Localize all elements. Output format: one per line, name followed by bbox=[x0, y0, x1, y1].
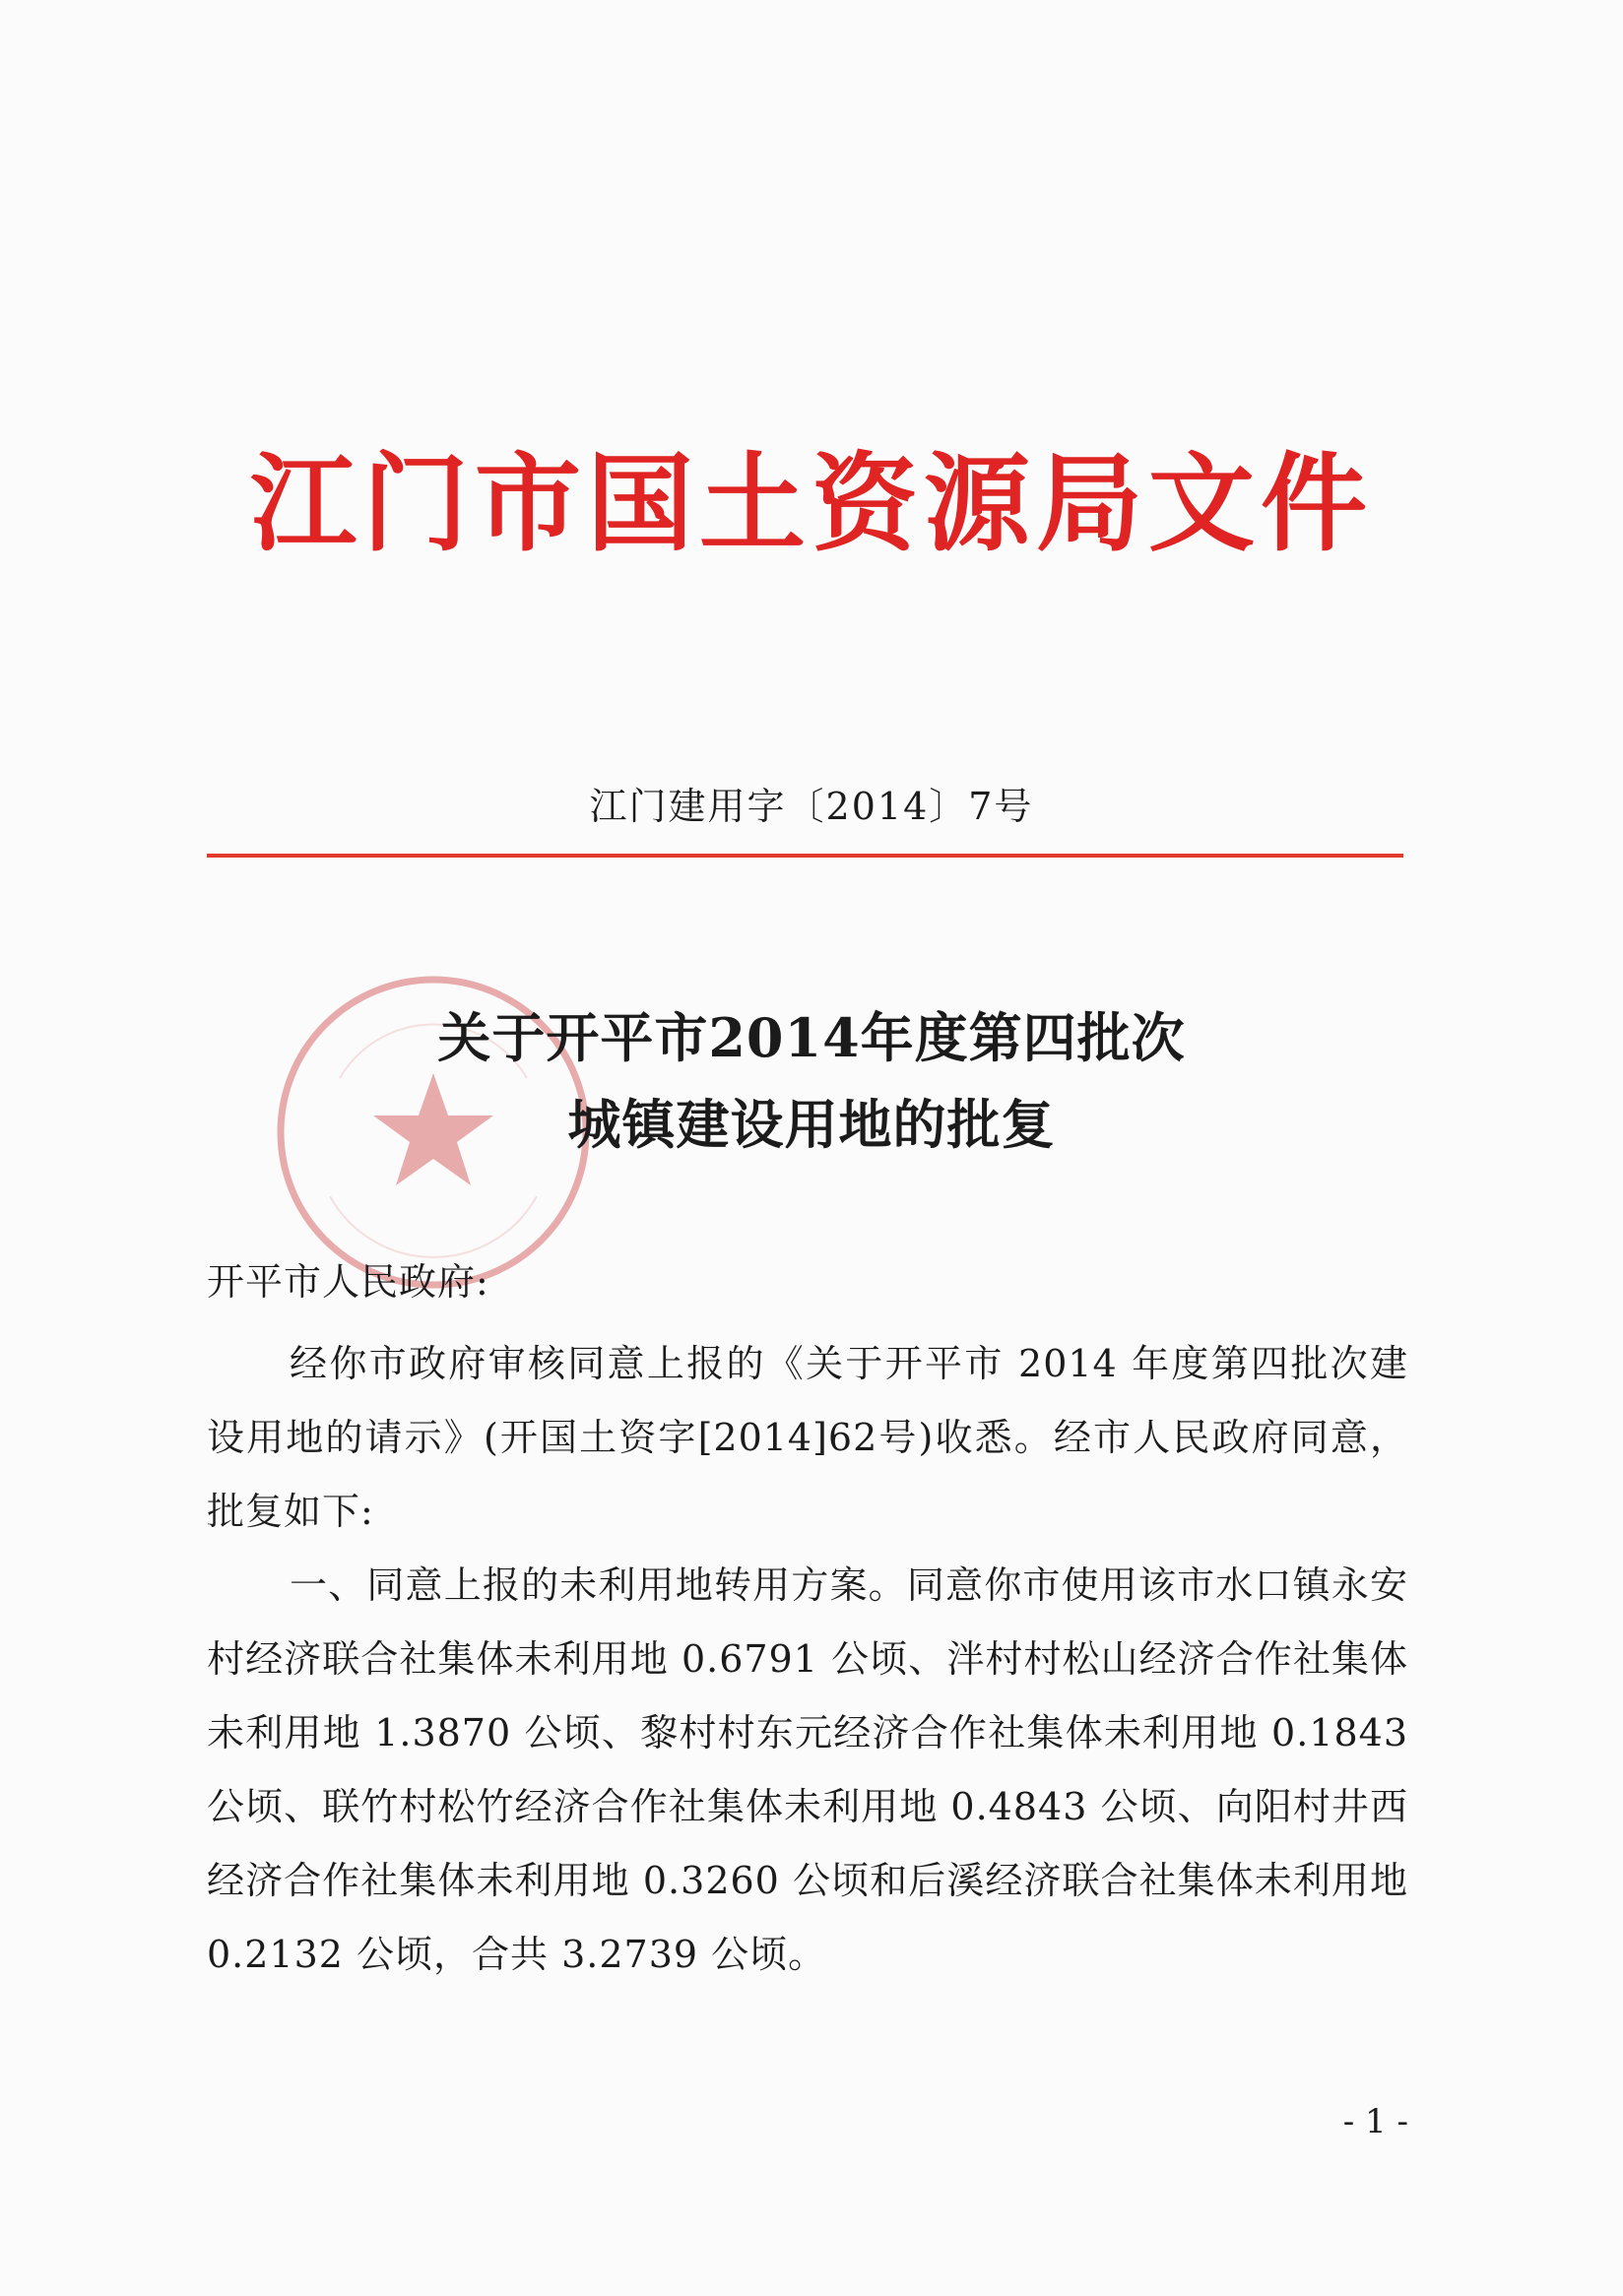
agency-header-title: 江门市国土资源局文件 bbox=[249, 442, 1373, 566]
red-divider-line bbox=[207, 854, 1403, 858]
body-paragraph-1: 经你市政府审核同意上报的《关于开平市 2014 年度第四批次建设用地的请示》(开国土资字[2014]62号)收悉。经市人民政府同意，批复如下: bbox=[207, 1342, 1408, 1533]
document-title bbox=[0, 994, 1623, 1168]
page-number: - 1 - bbox=[1342, 2102, 1408, 2141]
document-title-line-2: 城镇建设用地的批复 bbox=[567, 1093, 1056, 1156]
document-title-line-1: 关于开平市2014年度第四批次 bbox=[437, 1006, 1186, 1069]
document-number: 江门建用字〔2014〕7号 bbox=[589, 785, 1034, 828]
body-paragraph-2: 一、同意上报的未利用地转用方案。同意你市使用该市水口镇永安村经济联合社集体未利用地 0.6791 公顷、泮村村松山经济合作社集体未利用地 1.3870 公顷、黎村村东元经济合作社集体未利用地 0.1843 公顷、联竹村松竹经济合作社集体未利用地 0.4843 公顷、向阳村井西经济合作社集体未利用地 0.3260 公顷和后溪经济联合社集体未利用地 0.2132 公顷，合共 3.2739 公顷。 bbox=[207, 1563, 1408, 1976]
body-text bbox=[207, 1327, 1408, 1992]
salutation: 开平市人民政府: bbox=[207, 1260, 489, 1304]
